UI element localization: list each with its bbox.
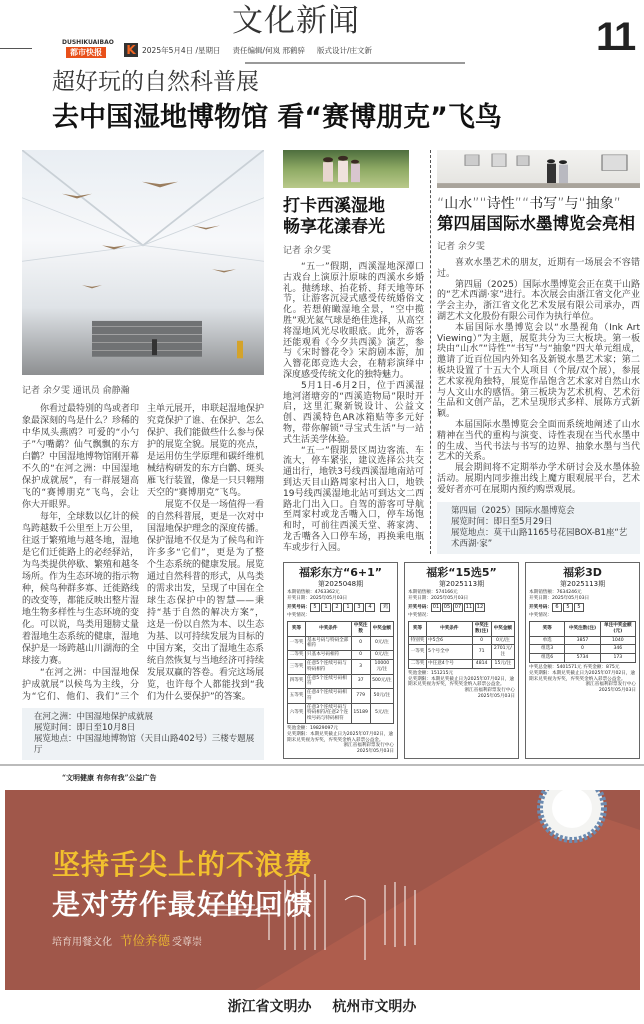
ink-article bbox=[437, 150, 640, 554]
number-ball: 2 bbox=[332, 603, 342, 612]
table-row bbox=[530, 654, 636, 663]
divider bbox=[0, 764, 644, 766]
logo-en: DUSHIKUAIBAO bbox=[62, 39, 114, 46]
table-cell: 15元/注 bbox=[491, 659, 514, 668]
table-row bbox=[288, 651, 394, 660]
issuer: 浙江省福利彩票发行中心 bbox=[343, 743, 394, 749]
table-cell: 二等奖 bbox=[409, 659, 427, 668]
numbers-label: 开奖号码： bbox=[408, 605, 431, 611]
public-service-ad bbox=[5, 790, 640, 990]
draw-date: 开奖日期：2025年05月03日 bbox=[529, 596, 590, 602]
lottery-box-15x5 bbox=[404, 562, 519, 760]
table-cell: 1040 bbox=[600, 636, 635, 645]
lead-body bbox=[22, 403, 264, 703]
table-cell: 五等奖 bbox=[288, 689, 306, 704]
number-ball: 5 bbox=[310, 603, 320, 612]
ink-byline: 记者 余夕雯 bbox=[437, 242, 485, 252]
ink-expo-photo bbox=[437, 150, 640, 188]
table-row bbox=[288, 636, 394, 651]
table-cell: 一等奖 bbox=[409, 645, 427, 660]
prize-table bbox=[408, 621, 515, 669]
xixi-byline: 记者 余夕雯 bbox=[283, 246, 331, 256]
issue-date: 2025年05月03日 bbox=[356, 749, 394, 755]
table-header: 中奖注数(注) bbox=[565, 621, 600, 636]
ad-tagline bbox=[52, 933, 202, 950]
xixi-body bbox=[283, 262, 424, 554]
lead-info-box bbox=[22, 708, 264, 760]
number-ball: 1 bbox=[343, 603, 353, 612]
xixi-article bbox=[283, 150, 424, 554]
status-label: 中奖情况： bbox=[408, 613, 431, 619]
number-ball: 1 bbox=[321, 603, 331, 612]
tagline-text: 受尊崇 bbox=[172, 937, 203, 948]
newspaper-logo: 都市快报 bbox=[66, 47, 106, 58]
table-cell: 中5含6 bbox=[427, 636, 473, 645]
gallery-image bbox=[437, 150, 640, 188]
number-ball: 3 bbox=[354, 603, 364, 612]
lottery-issue: 第2025113期 bbox=[559, 579, 606, 588]
table-cell: 2701元/注 bbox=[491, 645, 514, 660]
k-logo-icon: K bbox=[124, 43, 138, 57]
xixi-photo bbox=[283, 150, 409, 188]
table-cell: 0 bbox=[565, 645, 600, 654]
special-number: 鸡 bbox=[380, 603, 390, 612]
table-row bbox=[288, 659, 394, 674]
ad-label: “文明健康 有你有我”公益广告 bbox=[62, 773, 157, 782]
info-line: 展览时间：即日至10月8日 bbox=[34, 723, 136, 733]
table-cell: 四等奖 bbox=[288, 674, 306, 689]
issuer: 浙江省福利彩票发行中心 bbox=[585, 682, 636, 688]
designer: 版式设计/庄文新 bbox=[316, 46, 372, 55]
table-cell: 5734 bbox=[565, 654, 600, 663]
table-header: 奖等 bbox=[530, 621, 565, 636]
winning-numbers bbox=[287, 603, 394, 612]
lottery-issue: 第2025048期 bbox=[317, 579, 364, 588]
lead-column bbox=[22, 150, 264, 760]
paragraph: 第四届（2025）国际水墨博览会正在莫干山路的“艺术西湖·家”进行。本次展会由浙江省文化产业学会主办，浙江省文化艺术发展有限公司承办，西湖艺术文化股份有限公司作为执行单位。 bbox=[437, 279, 640, 322]
divider bbox=[245, 62, 465, 64]
number-ball: 5 bbox=[563, 603, 573, 612]
table-header: 奖等 bbox=[288, 621, 306, 636]
paragraph: 每年，全球数以亿计的候鸟跨越数千公里至上万公里，往返于繁殖地与越冬地，湿地是它们迁徙路上的必经驿站，为鸟类提供停歇、繁殖和越冬场所。作为生态环境的指示物种，候鸟种群多寡、迁徙路线的改变等，都能反映出整片湿地生物多样性与生态环境的变化。可以说，鸟类用翅膀丈量着湿地生态系统的健康，湿地保护是一场跨越山川湖海的全球接力赛。 bbox=[22, 512, 140, 666]
table-cell: 15189 bbox=[351, 703, 370, 723]
info-line: 第四届（2025）国际水墨博览会 bbox=[451, 505, 575, 516]
ad-sponsors: 浙江省文明办 杭州市文明办 bbox=[227, 999, 417, 1015]
number-ball: 6 bbox=[552, 603, 562, 612]
table-cell: 组选6 bbox=[530, 654, 565, 663]
ad-headline-1: 坚持舌尖上的不浪费 bbox=[52, 848, 314, 881]
lottery-box-3d bbox=[525, 562, 640, 760]
right-area bbox=[283, 150, 640, 759]
winning-numbers bbox=[408, 603, 515, 612]
table-cell: 任意5个连续号码相符 bbox=[306, 674, 352, 689]
table-row bbox=[530, 636, 636, 645]
number-ball: 01 bbox=[432, 604, 440, 611]
pool: 奖池金额：19829097元 bbox=[287, 726, 338, 732]
ink-info-box bbox=[437, 502, 640, 554]
paragraph: 本届国际水墨博览会全面而系统地阐述了山水精神在当代的重构与演变、诗性表现在当代水墨中的生成、当代书法与书写的边界、抽象水墨与当代艺术的关系。 bbox=[437, 419, 640, 463]
table-cell: 特别奖 bbox=[409, 636, 427, 645]
table-cell: 中任意4个号 bbox=[427, 659, 473, 668]
table-cell: 0元/注 bbox=[370, 651, 393, 660]
paragraph: “在河之洲：中国湿地保护成就展”以候鸟为主线，分为“它们、他们、我们”三个主单元展开，串联起湿地保护究竟保护了谁、在保护、怎么保护、我们能做些什么参与保护的展览全貌。展览的亮点，是运用仿生学原理和碳纤维机械结构研发的东方白鹳、斑头雁飞行装置，像是一只只翱翔天空的“赛博朋克”飞鸟。 bbox=[22, 404, 265, 702]
prize-table bbox=[529, 621, 636, 663]
number-ball: 05 bbox=[443, 604, 451, 611]
tagline-highlight: 节俭养德 bbox=[120, 933, 171, 948]
number-ball: 07 bbox=[454, 604, 462, 611]
table-cell: 任意4个连续号码相符 bbox=[306, 689, 352, 704]
info-line: 展览时间：即日至5月29日 bbox=[451, 516, 553, 527]
table-cell: 4814 bbox=[472, 659, 491, 668]
table-cell: 346 bbox=[600, 645, 635, 654]
table-row bbox=[288, 703, 394, 723]
table-cell: 单选 bbox=[530, 636, 565, 645]
pool: 奖池金额：151215元 bbox=[408, 670, 454, 676]
flying-birds-image bbox=[22, 150, 264, 375]
table-row bbox=[530, 645, 636, 654]
lottery-row bbox=[283, 562, 640, 760]
table-header: 中奖金额 bbox=[491, 621, 514, 636]
draw-date: 开奖日期：2025年05月03日 bbox=[287, 596, 348, 602]
redeem-notice: 兑奖期限：本期兑奖截止日为2025年07月02日，逾期未兑奖视为弃奖，弃奖奖金纳入彩票公益金。 bbox=[408, 676, 515, 688]
paragraph: 喜欢水墨艺术的朋友，近期有一场展会不容错过。 bbox=[437, 258, 640, 279]
table-cell: 只基本号码相符 bbox=[306, 651, 352, 660]
museum-photo bbox=[22, 150, 264, 375]
issue-date: 2025年05月03日 bbox=[477, 693, 515, 699]
lottery-title: 福彩“15选5” bbox=[426, 565, 497, 579]
ink-headline: 第四届国际水墨博览会亮相 bbox=[437, 214, 635, 233]
articles-row bbox=[283, 150, 640, 554]
xixi-headline bbox=[283, 196, 424, 238]
table-cell: 任意5个连续号码与特码相符 bbox=[306, 659, 352, 674]
editors: 责任编辑/何岚 邢鹤骍 bbox=[232, 46, 305, 55]
table-cell: 5元/注 bbox=[370, 703, 393, 723]
info-line: 展览地点：中国湿地博物馆（天目山路402号）三楼专题展厅 bbox=[34, 734, 255, 755]
headline-line: 打卡西溪湿地 bbox=[283, 196, 385, 216]
issue-date: 2025年05月03日 bbox=[598, 688, 636, 694]
lead-subtitle: 超好玩的自然科普展 bbox=[52, 69, 259, 95]
table-header: 中奖条件 bbox=[306, 621, 352, 636]
numbers-label: 开奖号码： bbox=[529, 605, 552, 611]
info-line: 在河之洲：中国湿地保护成就展 bbox=[34, 712, 154, 722]
numbers-label: 开奖号码： bbox=[287, 605, 310, 611]
status-label: 中奖情况： bbox=[287, 613, 310, 619]
table-header: 单注中奖金额(元) bbox=[600, 621, 635, 636]
headline-line: 畅享花漾春光 bbox=[283, 217, 385, 237]
number-ball: 5 bbox=[574, 603, 584, 612]
number-ball: 4 bbox=[365, 603, 375, 612]
table-cell: 0 bbox=[472, 636, 491, 645]
table-row bbox=[288, 674, 394, 689]
section-title: 文化新闻 bbox=[232, 3, 360, 39]
table-cell: 二等奖 bbox=[288, 651, 306, 660]
winning-numbers bbox=[529, 603, 636, 612]
lottery-issue: 第2025113期 bbox=[438, 579, 485, 588]
lead-headline: 去中国湿地博物馆 看“赛博朋克”飞鸟 bbox=[52, 102, 502, 133]
number-ball: 11 bbox=[465, 604, 473, 611]
number-ball: 12 bbox=[476, 604, 484, 611]
table-row bbox=[288, 689, 394, 704]
table-cell: 3 bbox=[351, 659, 370, 674]
sales: 本期销售额：7634246元 bbox=[529, 589, 582, 595]
table-cell: 0 bbox=[351, 651, 370, 660]
divider bbox=[0, 48, 32, 49]
paragraph: “五一”假期景区周边客流、车流大，停车紧张，建议选择公共交通出行，地铁3号线西溪湿地南站可到达天目山路周家村出入口，地铁19号线西溪湿地北站可到达文二西路北门出入口。自驾的游客可导航至周家村或龙舌嘴入口，停车场饱和时，可前往西溪天堂、蒋家湾、龙舌嘴各入口停车场，再换乘电瓶车或步行入园。 bbox=[283, 445, 424, 553]
people-photo-image bbox=[283, 150, 409, 188]
table-cell: 任意3个连续号码与特码相符/任意2个连续号码与特码相符 bbox=[306, 703, 352, 723]
ink-subheadline: “山水”“诗性”“书写”与“抽象” bbox=[437, 196, 622, 212]
table-row bbox=[409, 659, 515, 668]
table-cell: 3857 bbox=[565, 636, 600, 645]
paragraph: 展会期间将不定期举办学术研讨会及水墨体验活动。展期内同步推出线上魔方眼观展平台，艺术爱好者亦可在展期内预约购票观展。 bbox=[437, 463, 640, 495]
status-label: 中奖情况： bbox=[529, 613, 552, 619]
table-cell: 173 bbox=[600, 654, 635, 663]
table-cell: 50元/注 bbox=[370, 689, 393, 704]
table-cell: 基本号码与特码全部相符 bbox=[306, 636, 352, 651]
table-cell: 一等奖 bbox=[288, 636, 306, 651]
column-divider bbox=[430, 150, 431, 554]
table-header: 中奖条件 bbox=[427, 621, 473, 636]
table-row bbox=[409, 636, 515, 645]
table-cell: 71 bbox=[472, 645, 491, 660]
table-header: 中奖金额 bbox=[370, 621, 393, 636]
table-cell: 37 bbox=[351, 674, 370, 689]
table-header: 中奖注数(注) bbox=[472, 621, 491, 636]
table-cell: 三等奖 bbox=[288, 659, 306, 674]
table-cell: 六等奖 bbox=[288, 703, 306, 723]
table-cell: 0元/注 bbox=[491, 636, 514, 645]
table-cell: 组选3 bbox=[530, 645, 565, 654]
draw-date: 开奖日期：2025年05月03日 bbox=[408, 596, 469, 602]
lottery-title: 福彩东方“6+1” bbox=[299, 565, 382, 579]
table-cell: 779 bbox=[351, 689, 370, 704]
lead-byline: 记者 余夕雯 通讯员 俞静瀚 bbox=[22, 386, 130, 396]
table-row bbox=[409, 645, 515, 660]
ink-body bbox=[437, 258, 640, 496]
masthead-meta bbox=[142, 46, 384, 56]
table-cell: 10000元/注 bbox=[370, 659, 393, 674]
issue-date: 2025年5月4日 /星期日 bbox=[142, 46, 221, 55]
paragraph: 本届国际水墨博览会以“水墨视角（Ink Art Viewing）”为主题，展览共分为三大板块。第一板块由“山水”“诗性”“书写”与“抽象”四大单元组成，邀请了近百位国内外知名及新锐水墨艺术家；第二板块设置了十五大个人项目（个展/双个展），参展艺术家视角独特，展览作品饱含艺术家对自然山水与人文山水的感悟。第三板块为艺术机构、艺术衍生品和文创产品，艺术呈现形式多样、展陈方式新颖。 bbox=[437, 322, 640, 420]
prize-table bbox=[287, 621, 394, 724]
table-cell: 500元/注 bbox=[370, 674, 393, 689]
ad-headline-2: 是对劳作最好的回馈 bbox=[52, 888, 314, 921]
table-cell: 0 bbox=[351, 636, 370, 651]
info-line: 展览地点：莫干山路1165号花园BOX-B1座“艺术西湖·家” bbox=[451, 527, 628, 549]
table-header: 奖等 bbox=[409, 621, 427, 636]
table-header: 中奖注数 bbox=[351, 621, 370, 636]
issuer: 浙江省福利彩票发行中心 bbox=[464, 688, 515, 694]
table-cell: 5个号全中 bbox=[427, 645, 473, 660]
sales: 本期销售额：4763362元 bbox=[287, 589, 340, 595]
paragraph: “五一”假期，西溪湿地深潭口古戏台上演原汁原味的西溪水乡婚礼。抛绣球、抬花轿、拜天地等环节，让游客沉浸式感受传统婚俗文化。若想俯瞰湿地全景，“空中揽胜”观光氦气球是绝佳选择，从高空将湿地风光尽收眼底。此外，游客还能观看《今夕共西溪》演艺，参与《宋时簪花令》宋韵剧本游，加入簪花郎竞选大会，在精彩演绎中深度感受传统文化的独特魅力。 bbox=[283, 262, 424, 380]
redeem-notice: 兑奖期限：本期兑奖截止日为2025年07月02日，逾期未兑奖视为弃奖，弃奖奖金纳入彩票公益金。 bbox=[529, 670, 636, 682]
lottery-title: 福彩3D bbox=[563, 565, 602, 579]
paragraph: 5月1日-6月2日，位于西溪湿地河渚塘旁的“西溪造物局”限时开启，这里汇聚新锐设计、公益文创、西溪特色AR冰箱贴等多元好物，带你解锁“寻宝式生活”与一站式生活美学体验。 bbox=[283, 380, 424, 445]
redeem-notice: 兑奖期限：本期兑奖截止日为2025年07月02日，逾期未兑奖视为弃奖，弃奖奖金纳入彩票公益金。 bbox=[287, 731, 394, 743]
pool: 中奖总金额：5401571元 弃奖金额：875元 bbox=[529, 664, 620, 670]
tagline-text: 培育用餐文化 bbox=[52, 937, 112, 948]
sales: 本期销售额：574166元 bbox=[408, 589, 458, 595]
paragraph: 你看过最特别的鸟或者印象最深刻的鸟是什么？珍稀的中华凤头燕鸥？可爱的“小勺子”勺嘴鹬？仙气飘飘的东方白鹳？中国湿地博物馆刚开幕不久的“在河之洲：中国湿地保护成就展”，有一群展翅高飞的“赛博朋克”飞鸟，会让你大开眼界。 bbox=[22, 404, 140, 510]
lottery-box-6plus1 bbox=[283, 562, 398, 760]
paragraph: 展览不仅是一场值得一看的自然科普展，更是一次对中国湿地保护理念的深度传播。保护湿地不仅是为了候鸟和许许多多“它们”，更是为了整个生态系统的健康发展。展览通过自然科普的形式，从鸟类的需求出发，呈现了中国在全球生态保护中的智慧——秉持“基于自然的解决方案”，这是一份以自然为本、以生态为基、以可持续发展为目标的中国方案，交出了湿地生态系统自然恢复与当地经济可持续发展双赢的答卷。看完这场展览，也许每个人都能找到“我们为什么要保护”的答案。 bbox=[147, 500, 265, 702]
table-cell: 0元/注 bbox=[370, 636, 393, 651]
page-number: 11 bbox=[596, 15, 635, 59]
